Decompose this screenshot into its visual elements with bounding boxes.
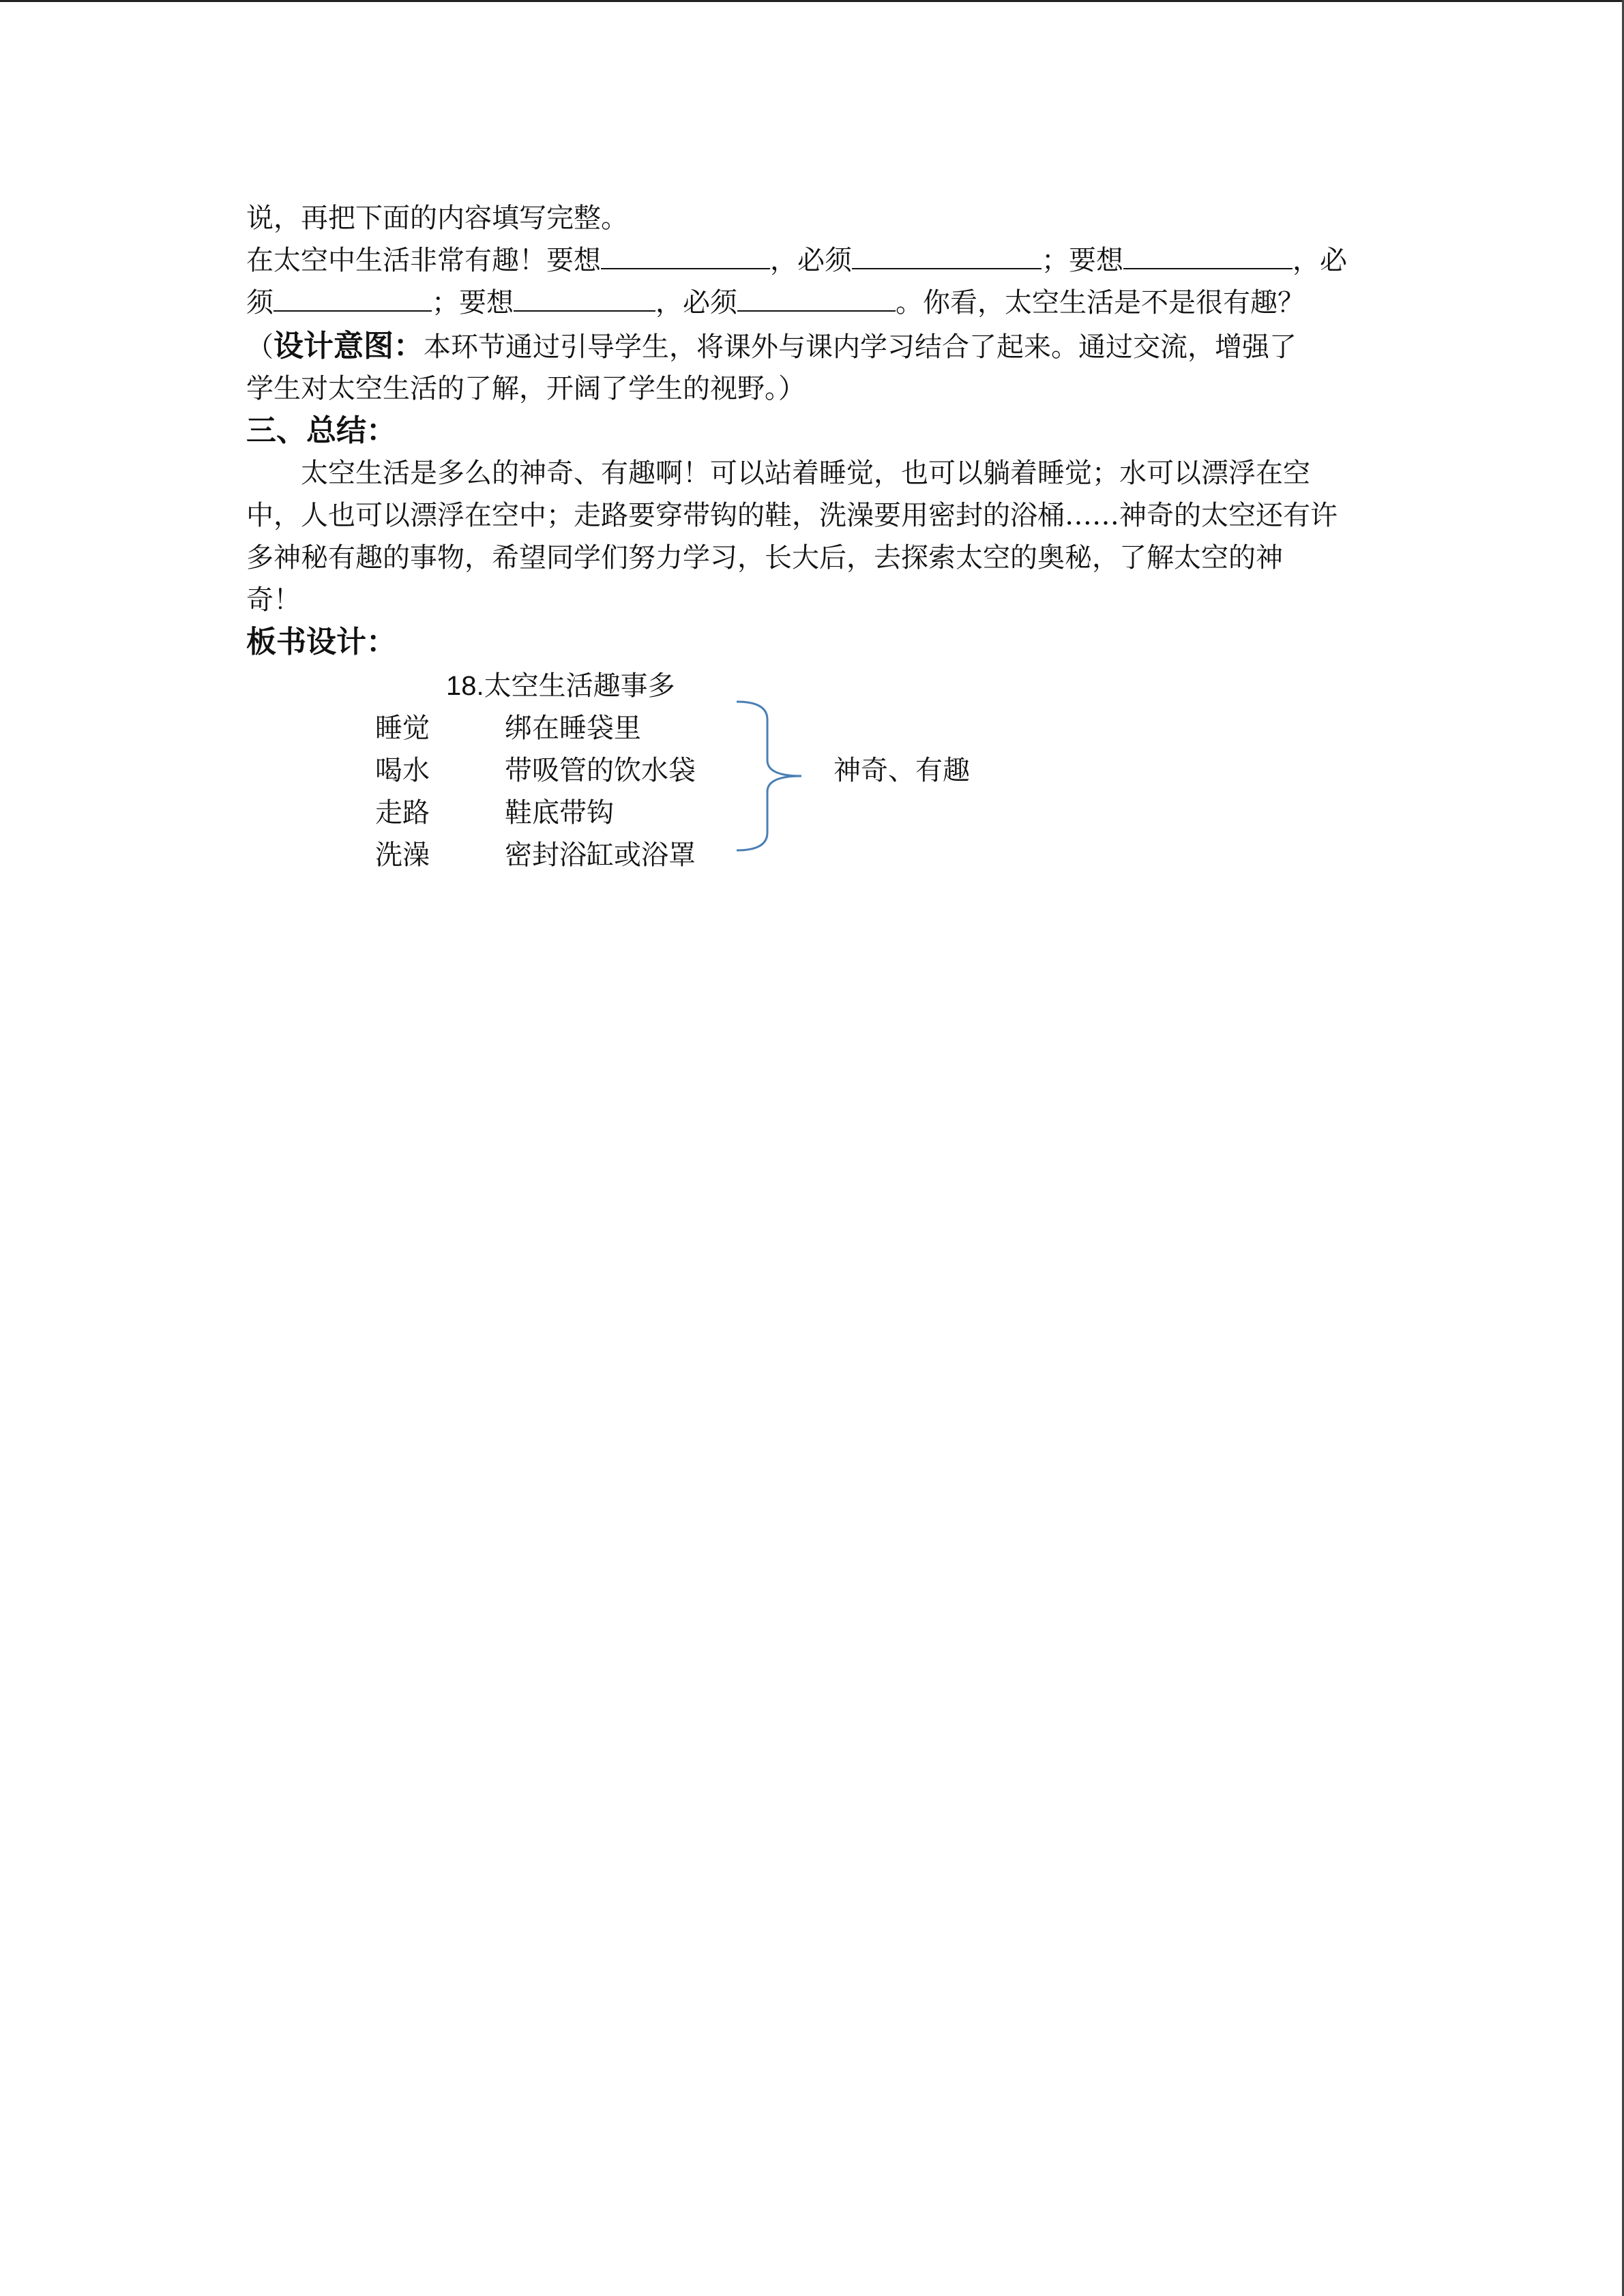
board-row-action: 走路 — [375, 797, 430, 829]
fill-line-3 — [246, 282, 1305, 324]
design-intent-line-1 — [246, 325, 1297, 368]
summary-heading: 三、总结： — [246, 413, 396, 448]
board-row-action: 洗澡 — [375, 839, 430, 871]
fill-line-2-text-1: 在太空中生活非常有趣！要想 — [246, 245, 601, 276]
board-row-method: 鞋底带钩 — [505, 797, 614, 829]
fill-line-3-text-1: 须 — [246, 287, 274, 318]
right-brace-icon — [733, 699, 808, 853]
fill-line-3-text-3: ，必须 — [655, 287, 737, 318]
board-row-action: 睡觉 — [375, 713, 430, 744]
fill-blank-1[interactable] — [601, 241, 770, 269]
summary-paragraph-line-2: 中，人也可以漂浮在空中；走路要穿带钩的鞋，洗澡要用密封的浴桶……神奇的太空还有许 — [246, 500, 1338, 531]
fill-blank-6[interactable] — [737, 283, 896, 312]
design-intent-text-1: 本环节通过引导学生，将课外与课内学习结合了起来。通过交流，增强了 — [424, 331, 1297, 363]
fill-line-2-text-4: ，必 — [1293, 245, 1347, 276]
fill-intro-line: 说，再把下面的内容填写完整。 — [246, 203, 628, 234]
fill-blank-4[interactable] — [274, 283, 432, 312]
board-title: 18.太空生活趣事多 — [446, 671, 675, 701]
fill-line-2-text-2: ，必须 — [770, 245, 852, 276]
fill-line-2-text-3: ；要想 — [1042, 245, 1123, 276]
design-intent-line-2: 学生对太空生活的了解，开阔了学生的视野。） — [246, 373, 806, 404]
summary-paragraph-line-4: 奇！ — [246, 584, 301, 616]
summary-paragraph-line-1: 太空生活是多么的神奇、有趣啊！可以站着睡觉，也可以躺着睡觉；水可以漂浮在空 — [301, 458, 1310, 489]
board-row-method: 带吸管的饮水袋 — [505, 755, 696, 786]
page-top-border — [0, 0, 1624, 2]
design-intent-label: 设计意图： — [274, 329, 424, 363]
design-intent-open-paren: （ — [246, 331, 274, 363]
fill-line-2 — [246, 239, 1347, 282]
fill-line-3-text-4: 。你看，太空生活是不是很有趣？ — [896, 287, 1305, 318]
board-conclusion: 神奇、有趣 — [833, 755, 970, 786]
fill-blank-3[interactable] — [1123, 241, 1293, 269]
fill-blank-2[interactable] — [852, 241, 1042, 269]
fill-blank-5[interactable] — [514, 283, 655, 312]
board-heading: 板书设计： — [246, 625, 396, 659]
board-row-method: 绑在睡袋里 — [505, 713, 641, 744]
fill-line-3-text-2: ；要想 — [432, 287, 514, 318]
summary-paragraph-line-3: 多神秘有趣的事物，希望同学们努力学习，长大后，去探索太空的奥秘，了解太空的神 — [246, 542, 1283, 573]
board-row-action: 喝水 — [375, 755, 430, 786]
board-row-method: 密封浴缸或浴罩 — [505, 839, 696, 871]
